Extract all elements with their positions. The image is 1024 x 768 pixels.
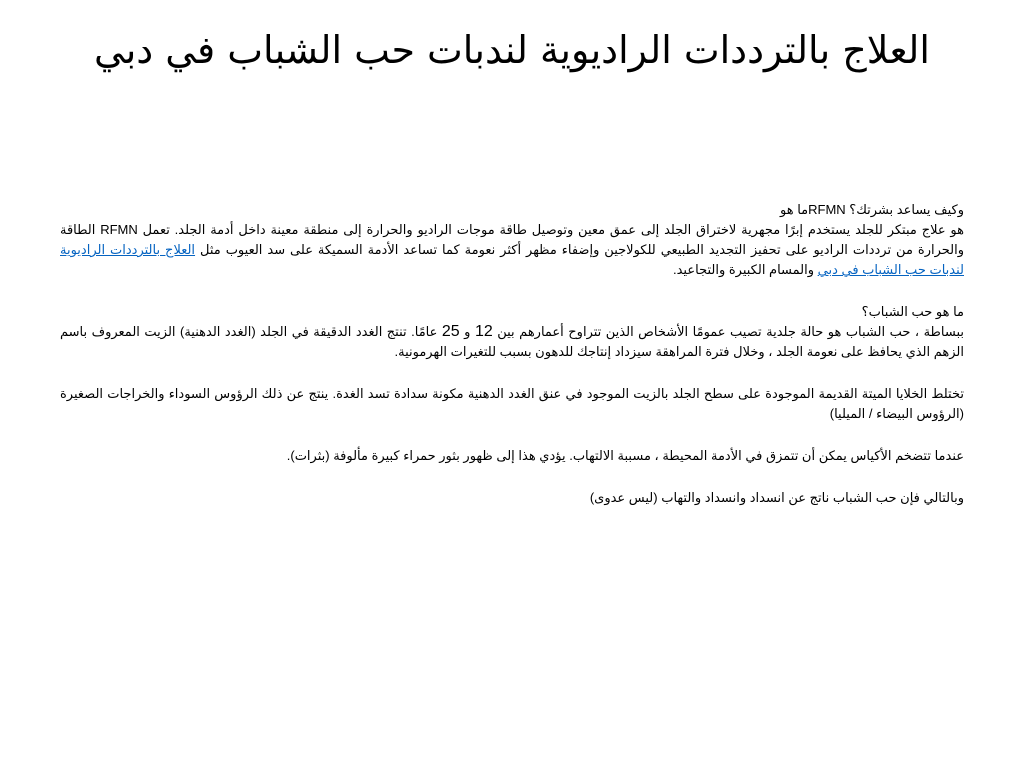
paragraph-rfmn-description <box>60 220 964 280</box>
age-join: و <box>459 324 475 339</box>
section-heading-acne: ما هو حب الشباب؟ <box>861 304 964 319</box>
paragraph-cysts: عندما تتضخم الأكياس يمكن أن تتمزق في الأدمة المحيطة ، مسببة الالتهاب. يؤدي هذا إلى ظهور بثور حمراء كبيرة مألوفة (بثرات). <box>286 448 964 463</box>
rfmn-acne-scars-link[interactable]: العلاج بالترددات الراديوية لندبات حب الشباب في دبي <box>60 242 964 277</box>
slide-content <box>60 200 964 508</box>
rfmn-text-part1: هو علاج مبتكر للجلد يستخدم إبرًا مجهرية لاختراق الجلد إلى عمق معين وتوصيل طاقة موجات الراديو والحرارة إلى منطقة معينة داخل أدمة الجلد. تعمل RFMN الطاقة والحرارة من ترددات الراديو على تحفيز التجديد الطبيعي للكولاجين وإضفاء مظهر أكثر نعومة كما تساعد الأدمة السميكة على سد العيوب مثل <box>60 222 964 257</box>
acne-text-part2: عامًا. تنتج الغدد الدقيقة في الجلد (الغدد الدهنية) الزيت المعروف باسم الزهم الذي يحافظ على نعومة الجلد ، وخلال فترة المراهقة سيزداد إنتاجك للدهون بسبب للتغيرات الهرمونية. <box>60 324 964 359</box>
rfmn-text-part2: والمسام الكبيرة والتجاعيد. <box>673 262 818 277</box>
paragraph-dead-cells: تختلط الخلايا الميتة القديمة الموجودة على سطح الجلد بالزيت الموجود في عنق الغدد الدهنية مكونة سدادة تسد الغدة. ينتج عن ذلك الرؤوس السوداء والخراجات الصغيرة (الرؤوس البيضاء / الميليا) <box>60 386 964 421</box>
age-max: 25 <box>441 323 460 340</box>
paragraph-acne-definition <box>60 322 964 362</box>
paragraph-conclusion: وبالتالي فإن حب الشباب ناتج عن انسداد وانسداد والتهاب (ليس عدوى) <box>589 490 964 505</box>
age-min: 12 <box>474 323 493 340</box>
acne-text-part1: ببساطة ، حب الشباب هو حالة جلدية تصيب عمومًا الأشخاص الذين تتراوح أعمارهم بين <box>492 324 964 339</box>
slide-title: العلاج بالترددات الراديوية لندبات حب الشباب في دبي <box>94 28 930 72</box>
section-heading-rfmn: وكيف يساعد بشرتك؟ RFMNما هو <box>780 202 964 217</box>
